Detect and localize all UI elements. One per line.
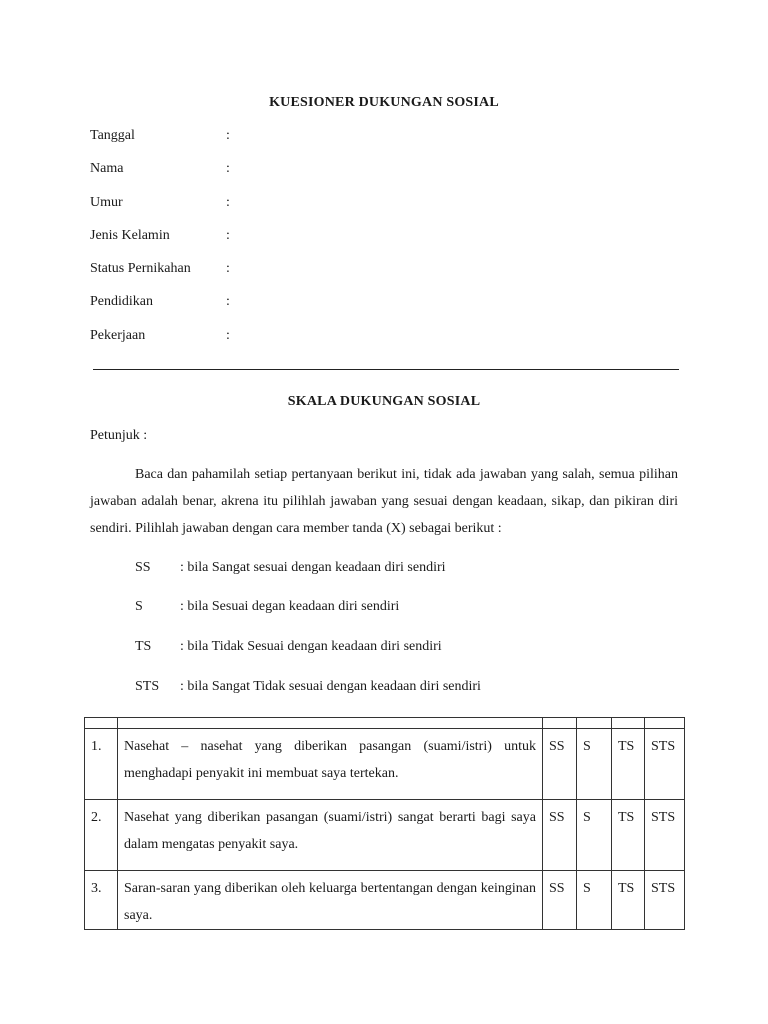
field-label: Tanggal [90,128,135,143]
field-label: Status Pernikahan [90,261,191,276]
field-pendidikan [90,294,390,314]
header-cell [118,718,543,729]
field-status-pernikahan [90,261,390,281]
question-number: 3. [85,871,118,930]
question-number: 1. [85,729,118,800]
header-cell [612,718,645,729]
header-cell [543,718,577,729]
answer-ts-cell[interactable]: TS [612,800,645,871]
answer-ss-cell[interactable]: SS [543,729,577,800]
table-row [85,871,685,930]
field-label: Pendidikan [90,294,153,309]
question-text: Nasehat – nasehat yang diberikan pasangan (suami/istri) untuk menghadapi penyakit ini membuat saya tertekan. [118,729,543,800]
table-header-row [85,718,685,729]
option-code: SS [135,560,151,575]
field-label: Pekerjaan [90,328,146,343]
answer-sts-cell[interactable]: STS [645,800,685,871]
table-row [85,729,685,800]
option-description: : bila Sesuai degan keadaan diri sendiri [180,599,400,614]
field-nama [90,161,390,181]
header-cell [645,718,685,729]
question-text: Nasehat yang diberikan pasangan (suami/istri) sangat berarti bagi saya dalam mengatas penyakit saya. [118,800,543,871]
instruction-paragraph: Baca dan pahamilah setiap pertanyaan berikut ini, tidak ada jawaban yang salah, semua pilihan jawaban adalah benar, akrena itu pilihlah jawaban yang sesuai dengan keadaan, sikap, dan pikiran diri sendiri. Pilihlah jawaban dengan cara member tanda (X) sebagai berikut : [90,467,678,536]
field-colon: : [226,195,230,210]
answer-s-cell[interactable]: S [577,871,612,930]
option-code: S [135,599,143,614]
option-description: : bila Sangat Tidak sesuai dengan keadaan diri sendiri [180,679,481,694]
field-jenis-kelamin [90,228,390,248]
field-label: Jenis Kelamin [90,228,170,243]
answer-ss-cell[interactable]: SS [543,800,577,871]
option-code: STS [135,679,160,694]
answer-ts-cell[interactable]: TS [612,729,645,800]
field-umur [90,195,390,215]
horizontal-divider [93,369,679,370]
header-cell [85,718,118,729]
question-table [84,717,685,930]
field-label: Nama [90,161,124,176]
answer-sts-cell[interactable]: STS [645,729,685,800]
field-tanggal [90,128,390,148]
field-colon: : [226,228,230,243]
field-colon: : [226,294,230,309]
answer-ts-cell[interactable]: TS [612,871,645,930]
header-cell [577,718,612,729]
option-code: TS [135,639,152,654]
field-colon: : [226,161,230,176]
scale-title: SKALA DUKUNGAN SOSIAL [287,394,481,409]
answer-sts-cell[interactable]: STS [645,871,685,930]
field-label: Umur [90,195,123,210]
field-colon: : [226,128,230,143]
option-description: : bila Tidak Sesuai dengan keadaan diri sendiri [180,639,442,654]
answer-s-cell[interactable]: S [577,729,612,800]
instruction-label: Petunjuk : [90,428,148,443]
table-row [85,800,685,871]
questionnaire-title: KUESIONER DUKUNGAN SOSIAL [269,95,499,110]
field-colon: : [226,261,230,276]
answer-ss-cell[interactable]: SS [543,871,577,930]
field-pekerjaan [90,328,390,348]
field-colon: : [226,328,230,343]
question-number: 2. [85,800,118,871]
option-description: : bila Sangat sesuai dengan keadaan diri sendiri [180,560,446,575]
question-text: Saran-saran yang diberikan oleh keluarga bertentangan dengan keinginan saya. [118,871,543,930]
answer-s-cell[interactable]: S [577,800,612,871]
